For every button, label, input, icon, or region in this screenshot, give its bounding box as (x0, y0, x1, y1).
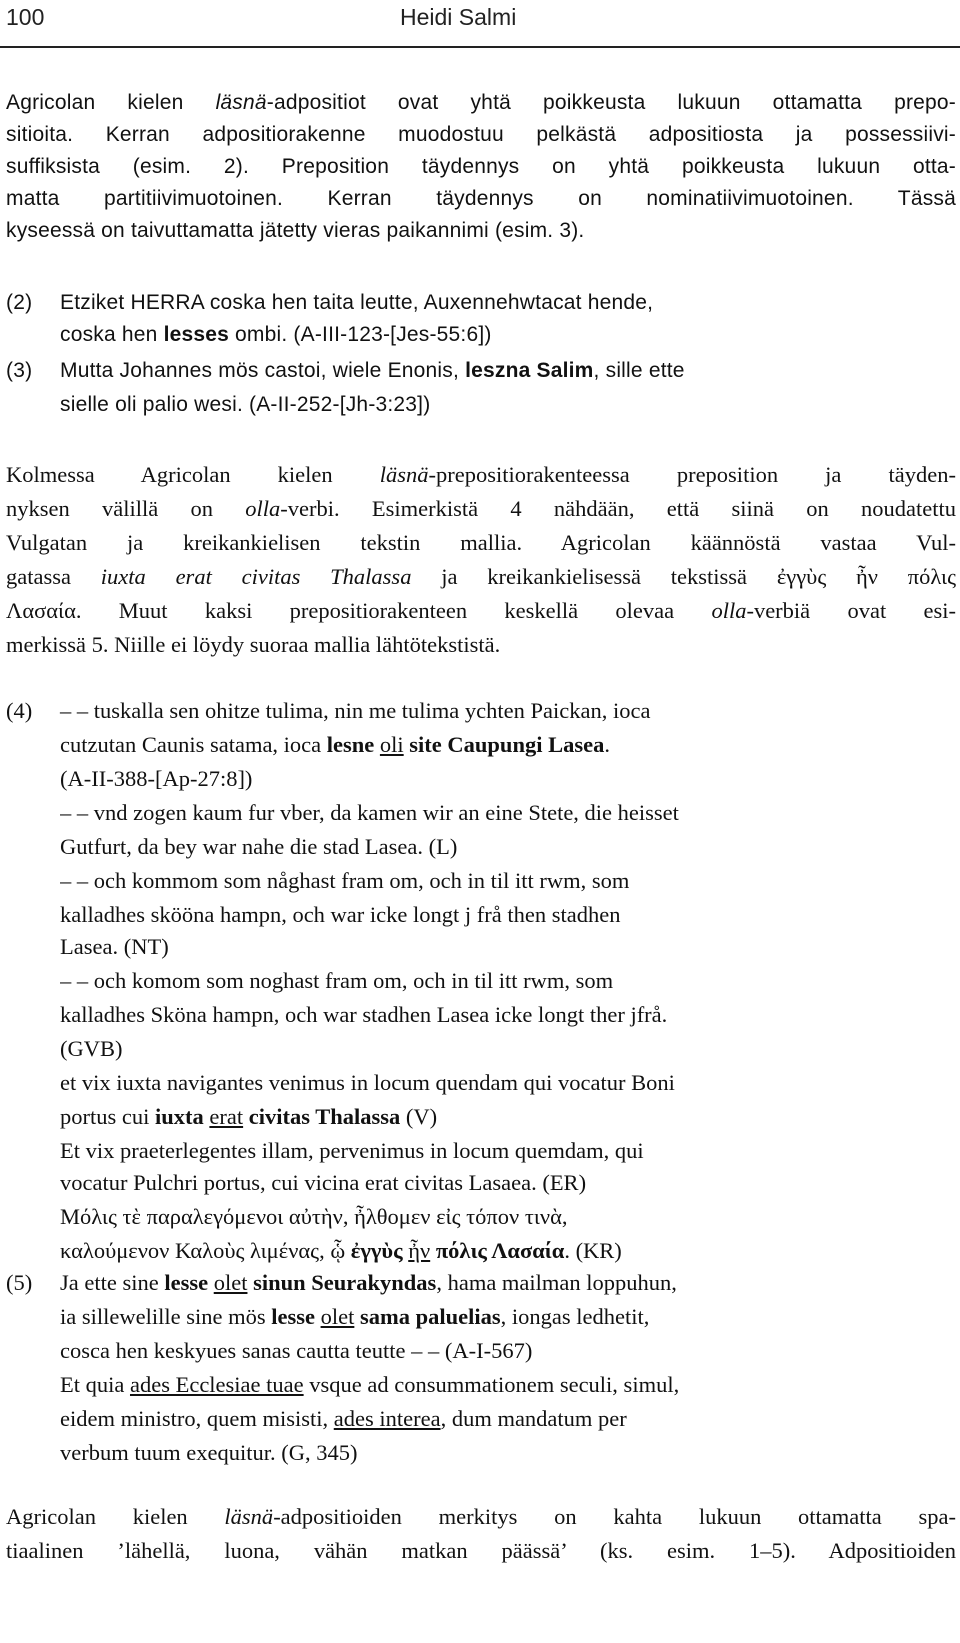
example-number: (3) (6, 359, 33, 382)
example-number: (2) (6, 291, 33, 314)
paragraph-line: Agricolan kielen läsnä-adpositioiden merkitys on kahta lukuun ottamatta spa- (6, 1504, 956, 1529)
example-number: (5) (6, 1270, 33, 1295)
example-line: et vix iuxta navigantes venimus in locum quendam qui vocatur Boni (60, 1070, 675, 1095)
paragraph-line: suffiksista (esim. 2). Preposition täydennys on yhtä poikkeusta lukuun otta- (6, 155, 956, 178)
paragraph-line: matta partitiivimuotoinen. Kerran täydennys on nominatiivimuotoinen. Tässä (6, 187, 956, 210)
paragraph-line: kyseessä on taivuttamatta jätetty vieras paikannimi (esim. 3). (6, 219, 585, 242)
paragraph-line: gatassa iuxta erat civitas Thalassa ja kreikankielisessä tekstissä ἐγγὺς ἦν πόλις (6, 564, 956, 589)
example-line: cosca hen keskyues sanas cautta teutte – – (A-I-567) (60, 1338, 533, 1363)
paragraph-line: Λασαία. Muut kaksi prepositiorakenteen keskellä olevaa olla-verbiä ovat esi- (6, 598, 956, 623)
example-line: coska hen lesses ombi. (A-III-123-[Jes-55:6]) (60, 323, 492, 346)
example-number: (4) (6, 698, 33, 723)
example-line: kalladhes Sköna hampn, och war stadhen Lasea icke longt ther jfrå. (60, 1002, 668, 1027)
example-4: (4) – – tuskalla sen ohitze tulima, nin me tulima ychten Paickan, ioca (6, 694, 946, 728)
paragraph-line: sitioita. Kerran adpositiorakenne muodostuu pelkästä adpositiosta ja possessiivi- (6, 123, 956, 146)
example-line: – – och komom som noghast fram om, och in til itt rwm, som (60, 968, 614, 993)
example-line: Lasea. (NT) (60, 934, 169, 959)
example-3: (3) Mutta Johannes mös castoi, wiele Enonis, leszna Salim, sille ette (6, 354, 946, 388)
paragraph-line: Agricolan kielen läsnä-adpositiot ovat yhtä poikkeusta lukuun ottamatta prepo- (6, 91, 956, 114)
example-line: Et quia ades Ecclesiae tuae vsque ad consummationem seculi, simul, (60, 1372, 680, 1397)
paragraph-line: tiaalinen ’lähellä, luona, vähän matkan päässä’ (ks. esim. 1–5). Adpositioiden (6, 1538, 956, 1563)
example-line: Μόλις τὲ παραλεγόμενοι αὐτὴν, ἦλθομεν εἰς τόπον τινὰ, (60, 1204, 568, 1229)
page-number: 100 (6, 4, 45, 30)
running-header (0, 0, 960, 48)
paragraph-line: Vulgatan ja kreikankielisen tekstin mallia. Agricolan käännöstä vastaa Vul- (6, 530, 956, 555)
example-line: – – och kommom som någhast fram om, och in til itt rwm, som (60, 868, 630, 893)
example-line: vocatur Pulchri portus, cui vicina erat civitas Lasaea. (ER) (60, 1170, 587, 1195)
example-line: Gutfurt, da bey war nahe die stad Lasea. (L) (60, 834, 458, 859)
example-line: verbum tuum exequitur. (G, 345) (60, 1440, 358, 1465)
example-line: portus cui iuxta erat civitas Thalassa (V) (60, 1104, 438, 1129)
paragraph-line: merkissä 5. Niille ei löydy suoraa mallia lähtötekstistä. (6, 632, 501, 657)
example-line: (A-II-388-[Ap-27:8]) (60, 766, 253, 791)
example-line: kalladhes skööna hampn, och war icke longt j frå then stadhen (60, 902, 621, 927)
example-line: Et vix praeterlegentes illam, pervenimus in locum quemdam, qui (60, 1138, 644, 1163)
paragraph-line: Kolmessa Agricolan kielen läsnä-prepositiorakenteessa preposition ja täyden- (6, 462, 956, 487)
example-line: cutzutan Caunis satama, ioca lesne oli site Caupungi Lasea. (60, 732, 610, 757)
running-head-author: Heidi Salmi (400, 4, 517, 30)
example-line: καλούμενον Καλοὺς λιμένας, ᾧ ἐγγὺς ἦν πόλις Λασαία. (KR) (60, 1238, 622, 1263)
example-line: sielle oli palio wesi. (A-II-252-[Jh-3:23]) (60, 393, 431, 416)
example-2: (2) Etziket HERRA coska hen taita leutte, Auxennehwtacat hende, (6, 286, 946, 320)
example-5: (5) Ja ette sine lesse olet sinun Seurakyndas, hama mailman loppuhun, (6, 1266, 946, 1300)
example-line: ia sillewelille sine mös lesse olet sama paluelias, iongas ledhetit, (60, 1304, 650, 1329)
example-line: eidem ministro, quem misisti, ades interea, dum mandatum per (60, 1406, 627, 1431)
paragraph-line: nyksen välillä on olla-verbi. Esimerkistä 4 nähdään, että siinä on noudatettu (6, 496, 956, 521)
example-line: – – vnd zogen kaum fur vber, da kamen wir an eine Stete, die heisset (60, 800, 679, 825)
example-line: (GVB) (60, 1036, 123, 1061)
